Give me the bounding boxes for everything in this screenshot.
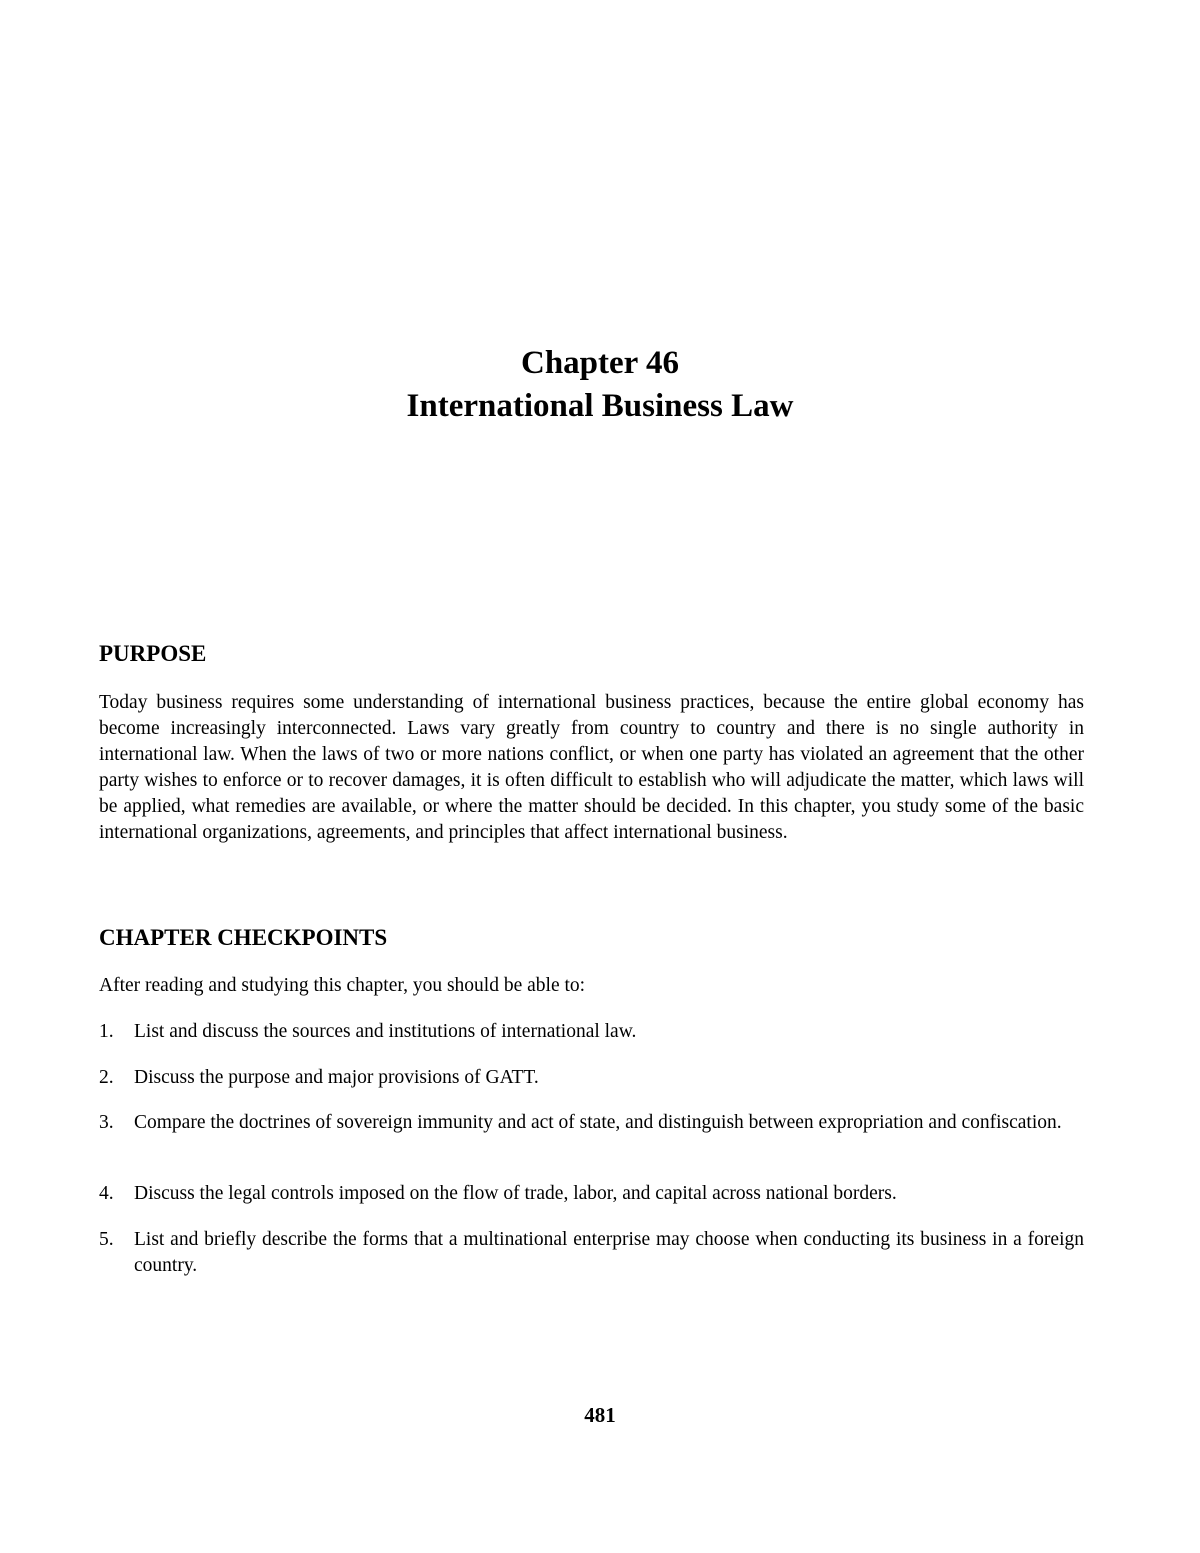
checkpoint-item (99, 1019, 1084, 1045)
chapter-number: Chapter 46 (521, 345, 679, 381)
checkpoint-item (99, 1181, 1084, 1207)
checkpoint-item (99, 1227, 1084, 1279)
purpose-paragraph: Today business requires some understanding of international business practices, because the entire global economy has become increasingly interconnected. Laws vary greatly from country to country and there is no single authority in international law. When the laws of two or more nations conflict, or when one party has violated an agreement that the other party wishes to enforce or to recover damages, it is often difficult to establish who will adjudicate the matter, which laws will be applied, what remedies are available, or where the matter should be decided. In this chapter, you study some of the basic international organizations, agreements, and principles that affect international business. (99, 692, 1084, 843)
checkpoint-text: List and briefly describe the forms that a multinational enterprise may choose when conducting its business in a foreign country. (134, 1229, 1084, 1276)
checkpoint-item (99, 1110, 1084, 1136)
checkpoint-number: 2. (99, 1067, 114, 1088)
checkpoint-number: 5. (99, 1229, 114, 1250)
checkpoint-text: Discuss the legal controls imposed on the flow of trade, labor, and capital across national borders. (134, 1183, 897, 1204)
chapter-name: International Business Law (406, 388, 794, 424)
checkpoint-number: 1. (99, 1021, 114, 1042)
checkpoint-text: Compare the doctrines of sovereign immunity and act of state, and distinguish between expropriation and confiscation. (134, 1112, 1062, 1133)
page-number: 481 (584, 1403, 616, 1427)
checkpoint-item (99, 1065, 1084, 1091)
checkpoints-intro: After reading and studying this chapter, you should be able to: (99, 975, 586, 996)
checkpoint-number: 4. (99, 1183, 114, 1204)
purpose-heading: PURPOSE (99, 641, 207, 666)
checkpoint-text: List and discuss the sources and institutions of international law. (134, 1021, 637, 1042)
checkpoint-text: Discuss the purpose and major provisions of GATT. (134, 1067, 539, 1088)
checkpoint-number: 3. (99, 1112, 114, 1133)
checkpoints-heading: CHAPTER CHECKPOINTS (99, 925, 388, 950)
chapter-title (0, 342, 1200, 428)
